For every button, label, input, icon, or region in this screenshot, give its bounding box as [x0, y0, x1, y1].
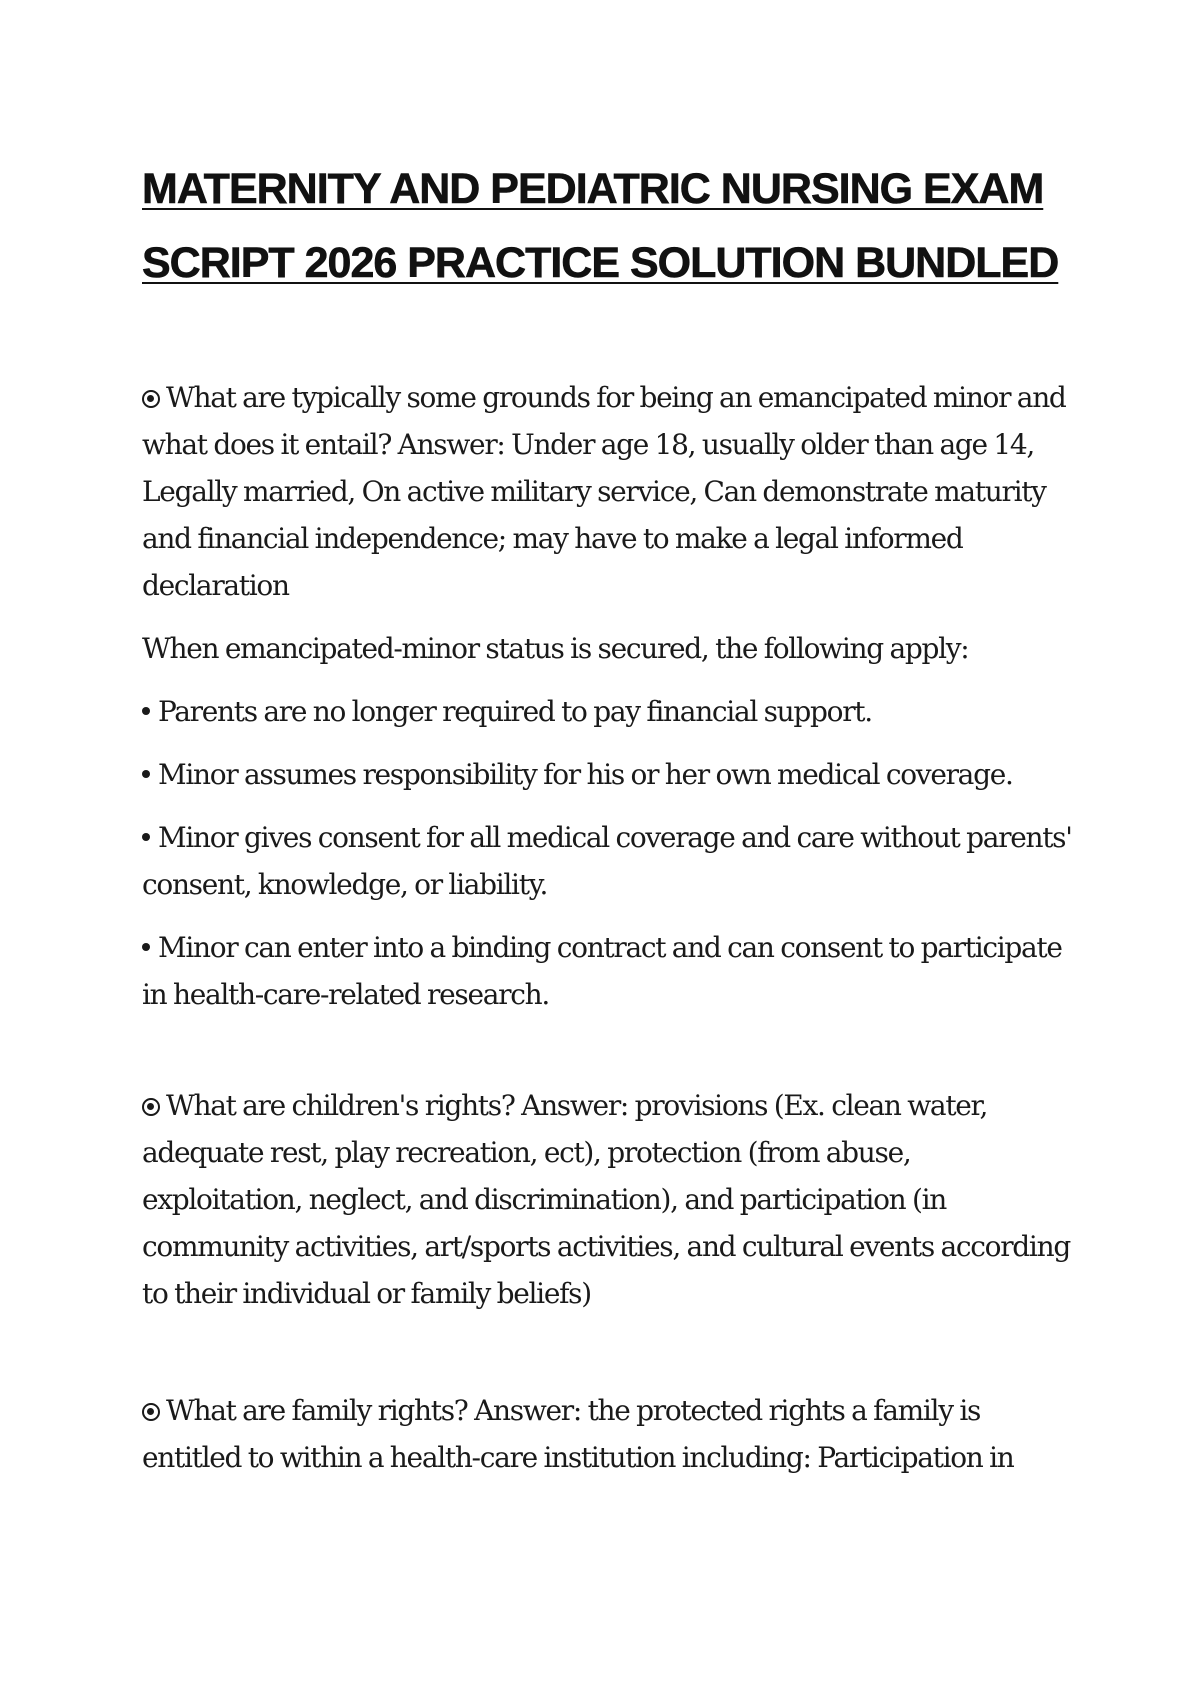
list-item-text: Parents are no longer required to pay financial support. — [158, 695, 872, 728]
question-block-3 — [142, 1387, 1072, 1481]
question-text: What are children's rights? — [166, 1089, 515, 1122]
bullet-dot-icon — [142, 707, 150, 715]
answer-text: provisions (Ex. clean water, adequate rest, play recreation, ect), protection (from abuse, exploitation, neglect, and discrimination), and participation (in community activities, art/sports activities, and cultural events according to their individual or family beliefs) — [142, 1089, 1070, 1310]
answer-label: Answer: — [397, 428, 505, 461]
answer-text: the protected rights a family is entitled to within a health-care institution including: Participation in — [142, 1394, 1014, 1474]
question-paragraph-2 — [142, 1082, 1072, 1317]
list-item — [142, 814, 1072, 908]
bullet-dot-icon — [142, 943, 150, 951]
question-paragraph-3 — [142, 1387, 1072, 1481]
list-item — [142, 924, 1072, 1018]
answer-label: Answer: — [474, 1394, 581, 1427]
question-block-2 — [142, 1082, 1072, 1317]
list-item — [142, 688, 1072, 735]
question-paragraph-1 — [142, 374, 1072, 609]
document-title — [142, 152, 1072, 300]
followup-paragraph: When emancipated-minor status is secured, the following apply: — [142, 632, 969, 665]
question-block-1 — [142, 374, 1072, 1018]
document-body — [142, 374, 1072, 1497]
list-item — [142, 751, 1072, 798]
answer-text: Under age 18, usually older than age 14, Legally married, On active military service, Can demonstrate maturity and financial independence; may have to make a legal informed declaration — [142, 428, 1046, 602]
title-line-1: MATERNITY AND PEDIATRIC NURSING EXAM — [142, 165, 1044, 213]
bullet-dot-icon — [142, 770, 150, 778]
question-text: What are family rights? — [166, 1394, 468, 1427]
list-item-text: Minor gives consent for all medical coverage and care without parents' consent, knowledge, or liability. — [142, 821, 1072, 901]
title-line-2: SCRIPT 2026 PRACTICE SOLUTION BUNDLED — [142, 239, 1059, 287]
bullet-dot-icon — [142, 833, 150, 841]
question-text: What are typically some grounds for being an emancipated minor and what does it entail? — [142, 381, 1066, 461]
radio-bullet-icon — [142, 1403, 160, 1421]
list-item-text: Minor assumes responsibility for his or her own medical coverage. — [158, 758, 1013, 791]
answer-label: Answer: — [521, 1089, 629, 1122]
list-item-text: Minor can enter into a binding contract and can consent to participate in health-care-related research. — [142, 931, 1062, 1011]
radio-bullet-icon — [142, 1098, 160, 1116]
radio-bullet-icon — [142, 390, 160, 408]
